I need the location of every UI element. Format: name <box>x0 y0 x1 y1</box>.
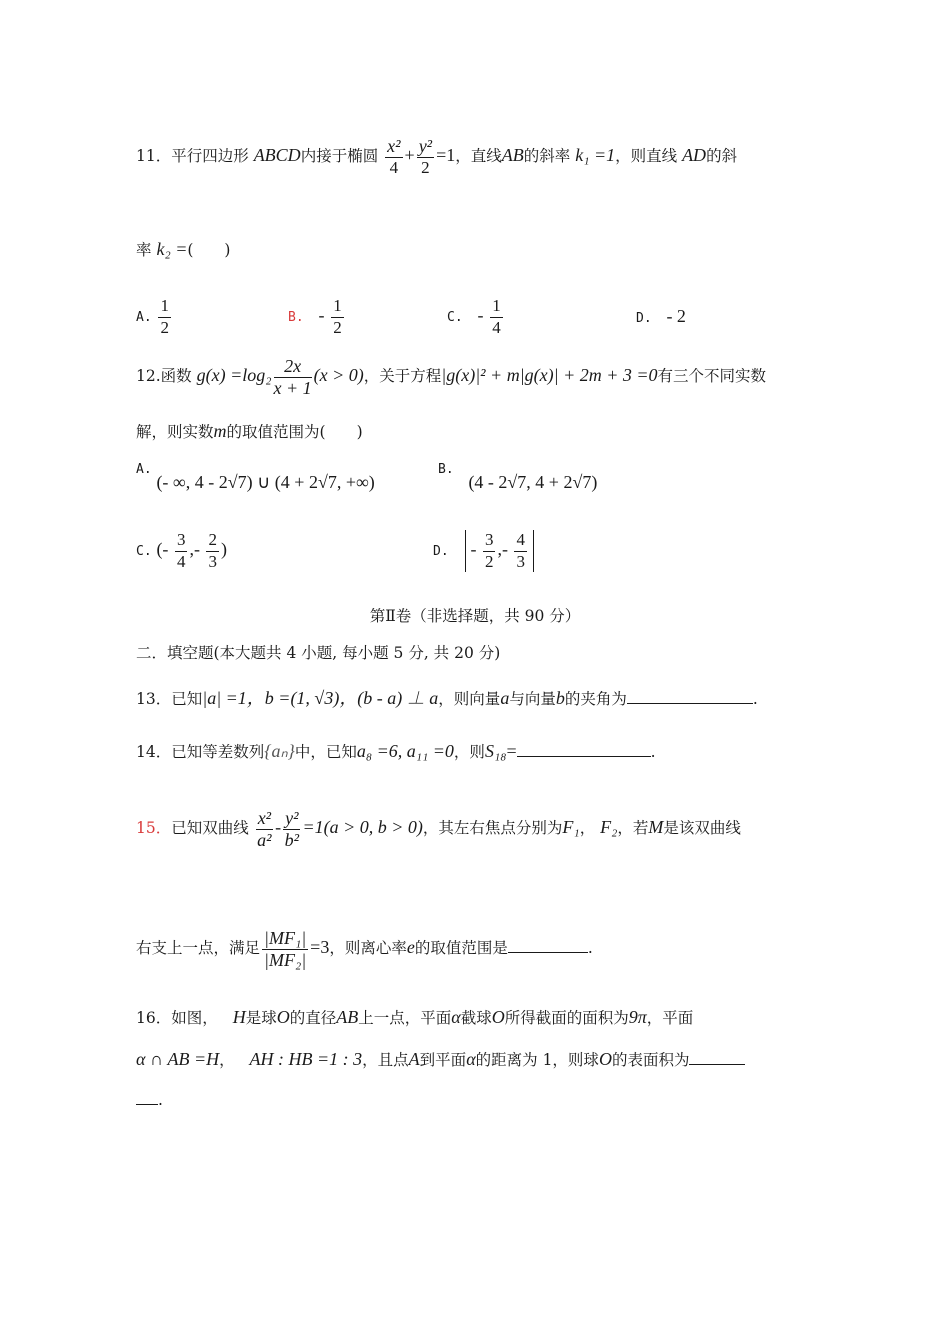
q11-line2: 率 k₂ =( ) <box>136 239 231 259</box>
q16-number: 16． <box>136 1009 172 1027</box>
section-title: 第Ⅱ卷（非选择题，共 90 分） <box>369 607 581 625</box>
ellipse-fraction-x: $\frac{\text{x²}}{4}$ <box>387 136 401 177</box>
q12-line2: 解，则实数m的取值范围为( ) <box>136 421 363 441</box>
ellipse-fraction-y: $\frac{\text{y²}}{2}$ <box>418 136 433 177</box>
q12-number: 12. <box>136 367 161 385</box>
q11-option-c[interactable]: C. - $\frac{1}{4}$ <box>447 296 501 337</box>
q11-line1: 11．平行四边形 ABCD内接于椭圆 $\frac{\text{x²}}{4}$ + $\frac{\text{y²}}{2}$ =1，直线AB的斜率 k₁ =1，则直线 AD的斜 <box>136 136 738 177</box>
q14-number: 14． <box>136 743 172 761</box>
q14-line: 14．已知等差数列{aₙ}中，已知a₈ =6, a₁₁ =0，则S₁₈= . <box>136 741 656 761</box>
q15-line1: 15．已知双曲线 $\frac{\text{x²}}{\text{a²}}$ - $\frac{\text{y²}}{\text{b²}}$ =1(a > 0, b > 0)，其左右焦点分别为F₁， F₂，若M是该双曲线 <box>136 808 741 850</box>
q15-line2: 右支上一点，满足 $\frac{\text{|MF₁|}}{\text{|MF₂|}}$ =3，则离心率e的取值范围是 . <box>136 928 593 970</box>
q11-option-a[interactable]: A. $\frac{1}{2}$ <box>136 296 169 337</box>
q13-line: 13．已知|a| =1，b =(1, √3)，(b - a) ⊥ a，则向量a与向量b的夹角为 . <box>136 688 758 708</box>
q16-answer-blank[interactable] <box>689 1050 745 1065</box>
section-heading: 二．填空题(本大题共 4 小题, 每小题 5 分, 共 20 分) <box>136 644 501 662</box>
q16-line2: α ∩ AB =H， AH : HB =1 : 3，且点A到平面α的距离为 1，则球O的表面积为 <box>136 1048 816 1070</box>
q14-answer-blank[interactable] <box>517 742 651 757</box>
q16-line1: 16．如图， H是球O的直径AB上一点，平面α截球O所得截面的面积为9π，平面 <box>136 1007 694 1027</box>
q12-option-a[interactable]: A. (- ∞, 4 - 2√7) ∪ (4 + 2√7, +∞) <box>136 462 375 492</box>
q15-number: 15． <box>136 819 172 837</box>
q16-answer-blank-cont[interactable] <box>136 1090 158 1105</box>
q15-answer-blank[interactable] <box>508 938 588 953</box>
q11-option-d[interactable]: D. - 2 <box>636 306 686 326</box>
q11-option-b[interactable]: B. - $\frac{1}{2}$ <box>288 296 342 337</box>
q12-option-c[interactable]: C. (- $\frac{3}{4}$ ,- $\frac{2}{3}$ ) <box>136 530 227 571</box>
q12-option-b[interactable]: B. (4 - 2√7, 4 + 2√7) <box>438 462 598 492</box>
q13-number: 13． <box>136 690 172 708</box>
q11-number: 11． <box>136 147 172 165</box>
q13-answer-blank[interactable] <box>627 689 753 704</box>
q12-line1: 12.函数 g(x) =log₂ $\frac{2x}{x + 1}$ (x > 0)，关于方程|g(x)|² + m|g(x)| + 2m + 3 =0有三个不同实数 <box>136 356 767 398</box>
q12-option-d[interactable]: D. - $\frac{3}{2}$ ,- $\frac{4}{3}$ <box>433 530 534 572</box>
q16-line3: . <box>136 1090 816 1109</box>
